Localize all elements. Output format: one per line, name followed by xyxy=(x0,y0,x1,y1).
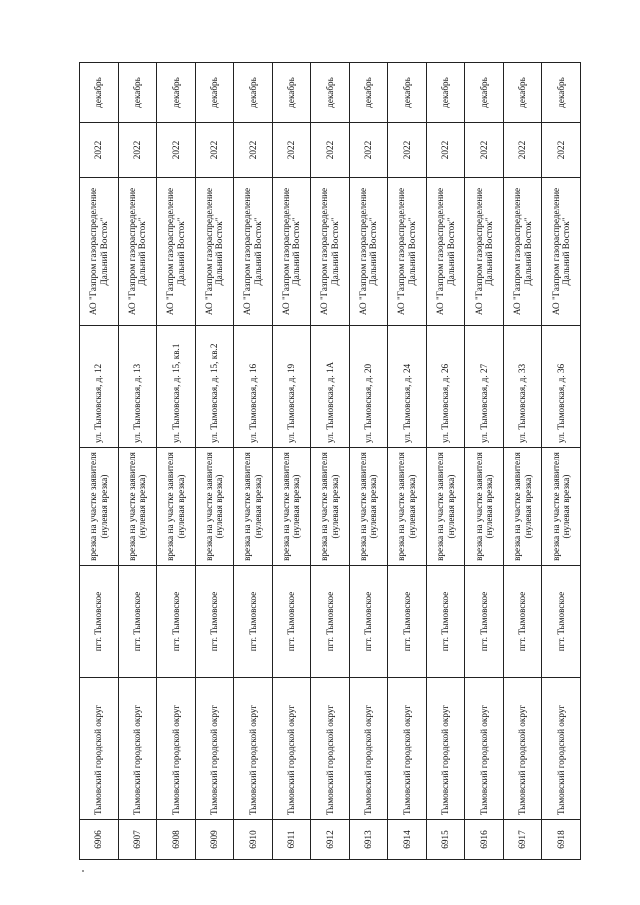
table-row xyxy=(118,63,157,860)
locality-cell: пгт. Тымовское xyxy=(388,566,427,678)
organization-cell: АО "Газпром газораспределение Дальний Восток" xyxy=(388,178,427,326)
month-cell: декабрь xyxy=(426,63,465,123)
work-type-cell: врезка на участке заявителя (нулевая врезка) xyxy=(118,448,157,566)
organization-cell: АО "Газпром газораспределение Дальний Восток" xyxy=(465,178,504,326)
row-number-cell: 6913 xyxy=(349,820,388,860)
address-cell: ул. Тымовская, д. 16 xyxy=(234,326,273,448)
row-number-cell: 6912 xyxy=(311,820,350,860)
locality-cell: пгт. Тымовское xyxy=(503,566,542,678)
work-type-cell: врезка на участке заявителя (нулевая врезка) xyxy=(388,448,427,566)
month-cell: декабрь xyxy=(272,63,311,123)
address-cell: ул. Тымовская, д. 26 xyxy=(426,326,465,448)
month-cell: декабрь xyxy=(157,63,196,123)
address-cell: ул. Тымовская, д. 20 xyxy=(349,326,388,448)
address-cell: ул. Тымовская, д. 15, кв.2 xyxy=(195,326,234,448)
month-cell: декабрь xyxy=(542,63,581,123)
locality-cell: пгт. Тымовское xyxy=(80,566,119,678)
table-row xyxy=(503,63,542,860)
row-number-cell: 6906 xyxy=(80,820,119,860)
year-cell: 2022 xyxy=(157,123,196,178)
locality-cell: пгт. Тымовское xyxy=(311,566,350,678)
table-row xyxy=(234,63,273,860)
district-cell: Тымовский городской округ xyxy=(234,678,273,820)
district-cell: Тымовский городской округ xyxy=(542,678,581,820)
year-cell: 2022 xyxy=(426,123,465,178)
row-number-cell: 6917 xyxy=(503,820,542,860)
year-cell: 2022 xyxy=(388,123,427,178)
year-cell: 2022 xyxy=(465,123,504,178)
locality-cell: пгт. Тымовское xyxy=(542,566,581,678)
gasification-schedule-table xyxy=(79,62,581,860)
district-cell: Тымовский городской округ xyxy=(272,678,311,820)
row-number-cell: 6907 xyxy=(118,820,157,860)
organization-cell: АО "Газпром газораспределение Дальний Восток" xyxy=(118,178,157,326)
district-cell: Тымовский городской округ xyxy=(465,678,504,820)
organization-cell: АО "Газпром газораспределение Дальний Восток" xyxy=(349,178,388,326)
month-cell: декабрь xyxy=(118,63,157,123)
address-cell: ул. Тымовская, д. 33 xyxy=(503,326,542,448)
work-type-cell: врезка на участке заявителя (нулевая врезка) xyxy=(311,448,350,566)
table-row xyxy=(426,63,465,860)
table-row xyxy=(311,63,350,860)
locality-cell: пгт. Тымовское xyxy=(349,566,388,678)
row-number-cell: 6909 xyxy=(195,820,234,860)
table-row xyxy=(195,63,234,860)
table-row xyxy=(542,63,581,860)
district-cell: Тымовский городской округ xyxy=(118,678,157,820)
month-cell: декабрь xyxy=(195,63,234,123)
work-type-cell: врезка на участке заявителя (нулевая врезка) xyxy=(465,448,504,566)
year-cell: 2022 xyxy=(118,123,157,178)
year-cell: 2022 xyxy=(311,123,350,178)
year-cell: 2022 xyxy=(195,123,234,178)
year-cell: 2022 xyxy=(272,123,311,178)
work-type-cell: врезка на участке заявителя (нулевая врезка) xyxy=(426,448,465,566)
organization-cell: АО "Газпром газораспределение Дальний Восток" xyxy=(503,178,542,326)
work-type-cell: врезка на участке заявителя (нулевая врезка) xyxy=(349,448,388,566)
locality-cell: пгт. Тымовское xyxy=(157,566,196,678)
locality-cell: пгт. Тымовское xyxy=(426,566,465,678)
organization-cell: АО "Газпром газораспределение Дальний Восток" xyxy=(426,178,465,326)
rotated-table-area xyxy=(79,63,581,860)
work-type-cell: врезка на участке заявителя (нулевая врезка) xyxy=(80,448,119,566)
year-cell: 2022 xyxy=(349,123,388,178)
district-cell: Тымовский городской округ xyxy=(426,678,465,820)
work-type-cell: врезка на участке заявителя (нулевая врезка) xyxy=(195,448,234,566)
row-number-cell: 6914 xyxy=(388,820,427,860)
work-type-cell: врезка на участке заявителя (нулевая врезка) xyxy=(542,448,581,566)
district-cell: Тымовский городской округ xyxy=(311,678,350,820)
address-cell: ул. Тымовская, д. 19 xyxy=(272,326,311,448)
row-number-cell: 6911 xyxy=(272,820,311,860)
row-number-cell: 6918 xyxy=(542,820,581,860)
row-number-cell: 6910 xyxy=(234,820,273,860)
organization-cell: АО "Газпром газораспределение Дальний Восток" xyxy=(272,178,311,326)
locality-cell: пгт. Тымовское xyxy=(118,566,157,678)
table-row xyxy=(80,63,119,860)
month-cell: декабрь xyxy=(311,63,350,123)
district-cell: Тымовский городской округ xyxy=(503,678,542,820)
address-cell: ул. Тымовская, д. 1А xyxy=(311,326,350,448)
table-body xyxy=(80,63,581,860)
district-cell: Тымовский городской округ xyxy=(80,678,119,820)
locality-cell: пгт. Тымовское xyxy=(234,566,273,678)
address-cell: ул. Тымовская, д. 24 xyxy=(388,326,427,448)
address-cell: ул. Тымовская, д. 13 xyxy=(118,326,157,448)
locality-cell: пгт. Тымовское xyxy=(272,566,311,678)
locality-cell: пгт. Тымовское xyxy=(465,566,504,678)
table-row xyxy=(272,63,311,860)
month-cell: декабрь xyxy=(349,63,388,123)
month-cell: декабрь xyxy=(80,63,119,123)
work-type-cell: врезка на участке заявителя (нулевая врезка) xyxy=(157,448,196,566)
organization-cell: АО "Газпром газораспределение Дальний Восток" xyxy=(234,178,273,326)
address-cell: ул. Тымовская, д. 27 xyxy=(465,326,504,448)
year-cell: 2022 xyxy=(542,123,581,178)
district-cell: Тымовский городской округ xyxy=(349,678,388,820)
month-cell: декабрь xyxy=(234,63,273,123)
row-number-cell: 6908 xyxy=(157,820,196,860)
address-cell: ул. Тымовская, д. 36 xyxy=(542,326,581,448)
organization-cell: АО "Газпром газораспределение Дальний Восток" xyxy=(311,178,350,326)
month-cell: декабрь xyxy=(388,63,427,123)
rotated-table-container xyxy=(79,63,581,860)
month-cell: декабрь xyxy=(503,63,542,123)
district-cell: Тымовский городской округ xyxy=(388,678,427,820)
table-row xyxy=(388,63,427,860)
month-cell: декабрь xyxy=(465,63,504,123)
year-cell: 2022 xyxy=(234,123,273,178)
work-type-cell: врезка на участке заявителя (нулевая врезка) xyxy=(234,448,273,566)
work-type-cell: врезка на участке заявителя (нулевая врезка) xyxy=(503,448,542,566)
address-cell: ул. Тымовская, д. 12 xyxy=(80,326,119,448)
table-row xyxy=(349,63,388,860)
year-cell: 2022 xyxy=(80,123,119,178)
row-number-cell: 6915 xyxy=(426,820,465,860)
table-row xyxy=(157,63,196,860)
organization-cell: АО "Газпром газораспределение Дальний Восток" xyxy=(80,178,119,326)
table-row xyxy=(465,63,504,860)
organization-cell: АО "Газпром газораспределение Дальний Восток" xyxy=(195,178,234,326)
row-number-cell: 6916 xyxy=(465,820,504,860)
year-cell: 2022 xyxy=(503,123,542,178)
district-cell: Тымовский городской округ xyxy=(157,678,196,820)
work-type-cell: врезка на участке заявителя (нулевая врезка) xyxy=(272,448,311,566)
locality-cell: пгт. Тымовское xyxy=(195,566,234,678)
organization-cell: АО "Газпром газораспределение Дальний Восток" xyxy=(157,178,196,326)
organization-cell: АО "Газпром газораспределение Дальний Восток" xyxy=(542,178,581,326)
address-cell: ул. Тымовская, д. 15, кв.1 xyxy=(157,326,196,448)
district-cell: Тымовский городской округ xyxy=(195,678,234,820)
scan-speck xyxy=(82,870,84,872)
